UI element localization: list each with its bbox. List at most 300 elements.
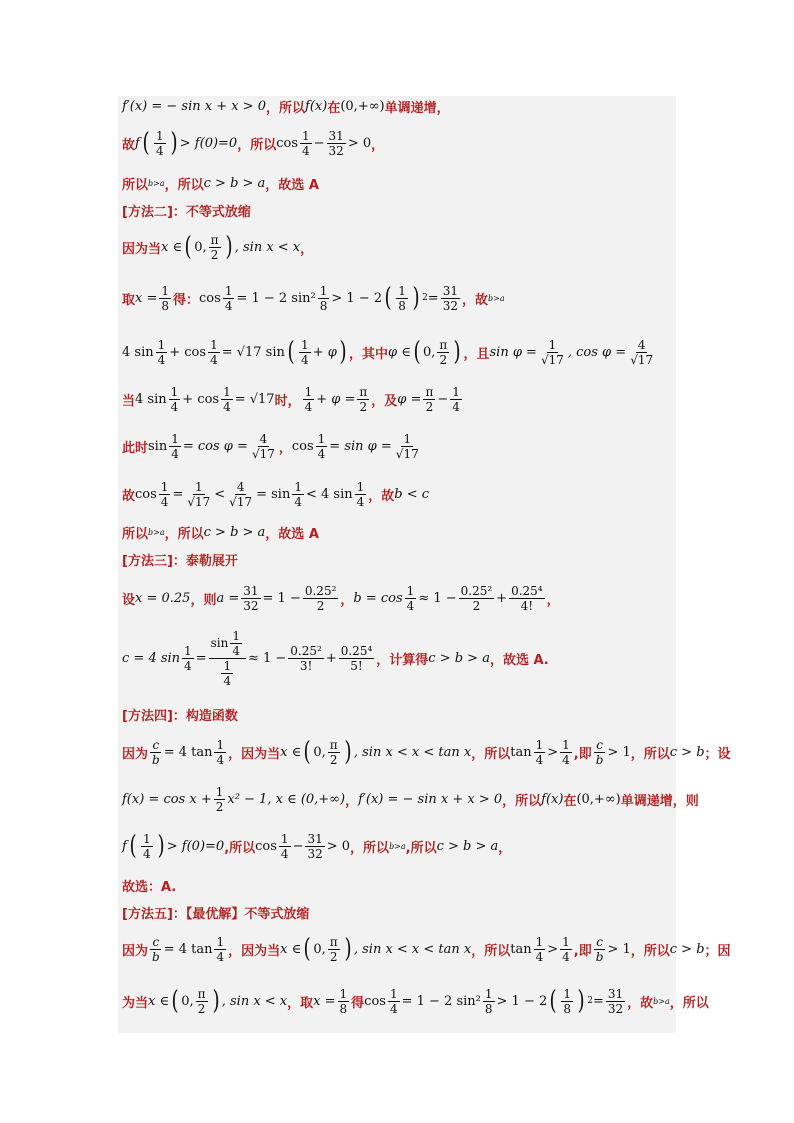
math: 0,	[313, 941, 326, 957]
text: 单调递增，	[384, 100, 450, 116]
fraction	[159, 480, 171, 509]
denominator: 4	[389, 1001, 398, 1016]
fraction	[159, 284, 171, 313]
paren: (	[384, 283, 392, 313]
math: > 0	[326, 838, 351, 854]
text: ，及	[371, 393, 398, 409]
math: x ∈	[148, 993, 170, 1009]
denominator: 4	[210, 352, 218, 367]
math: cos	[276, 135, 298, 151]
denominator: b	[152, 949, 160, 964]
math-small: b>a	[148, 527, 165, 537]
text: ,所以	[405, 840, 437, 856]
denominator: 4	[216, 949, 225, 964]
heading: [方法二]：不等式放缩	[122, 204, 251, 220]
numerator: 1	[562, 737, 570, 752]
sin-text: sin	[210, 635, 229, 650]
line-13	[122, 585, 560, 611]
text: ，	[340, 592, 354, 608]
denominator: b	[595, 949, 604, 964]
math: +	[496, 590, 508, 606]
denominator: 8	[161, 298, 170, 313]
math: φ ∈	[388, 344, 411, 360]
text: 因为当	[122, 241, 162, 257]
math: = sin	[256, 486, 291, 502]
numerator: 1	[215, 784, 224, 799]
fraction	[338, 987, 350, 1016]
text: 所以	[122, 177, 149, 193]
text: ；设	[704, 746, 731, 762]
nested-fraction	[209, 629, 246, 688]
text: ，所以	[266, 100, 306, 116]
denominator: 8	[319, 298, 328, 313]
denominator: 4	[171, 446, 179, 461]
text: ，所以	[502, 793, 542, 809]
fraction	[450, 385, 462, 414]
fraction	[534, 935, 546, 964]
denominator: 4	[232, 643, 240, 658]
text: ，所以	[471, 746, 511, 762]
numerator: 1	[484, 986, 493, 1001]
math: , cos φ =	[567, 344, 627, 360]
math: f	[122, 838, 127, 854]
paren: )	[577, 986, 585, 1016]
numerator: 1	[548, 337, 557, 352]
numerator: 0.25²	[304, 583, 337, 598]
math: = √17	[234, 391, 275, 407]
fraction	[327, 129, 346, 158]
numerator: 0.25⁴	[511, 583, 543, 598]
math: f(x)	[305, 98, 328, 114]
numerator: 1	[161, 283, 170, 298]
denominator: 2	[210, 247, 219, 262]
denominator: 4	[184, 658, 192, 673]
paren: )	[453, 337, 461, 367]
math: = 4 tan	[163, 744, 213, 760]
numerator: 31	[442, 283, 458, 298]
math: (0,+∞)	[576, 791, 621, 807]
fraction	[328, 935, 340, 964]
text: 为当	[122, 995, 149, 1011]
fraction	[196, 987, 208, 1016]
exponent: 2	[422, 293, 428, 303]
math: tan	[510, 941, 532, 957]
text: ，因为当	[228, 943, 281, 959]
numerator: π	[210, 232, 219, 247]
denominator: √17	[251, 446, 275, 461]
denominator: 4	[157, 352, 166, 367]
numerator: 4	[236, 479, 245, 494]
math: 0,	[313, 744, 326, 760]
fraction	[288, 644, 324, 673]
text: ，所以	[350, 840, 390, 856]
fraction	[169, 385, 181, 414]
numerator: 1	[294, 479, 302, 494]
numerator: 1	[304, 384, 313, 399]
numerator: π	[329, 934, 338, 949]
fraction	[221, 659, 233, 688]
line-1	[122, 93, 450, 119]
fraction	[534, 738, 546, 767]
line-19	[122, 872, 176, 898]
math: =	[195, 650, 207, 666]
fraction	[437, 338, 449, 367]
line-17	[122, 786, 699, 812]
denominator: 4	[301, 352, 309, 367]
math: c > b > a	[203, 524, 266, 540]
text: ，	[498, 840, 512, 856]
text: ，故	[368, 488, 395, 504]
text: ，所以	[164, 177, 204, 193]
math: > f(0)=0	[179, 135, 238, 151]
text: ，故选 A	[265, 526, 319, 542]
denominator: 8	[339, 1001, 348, 1016]
line-22	[122, 988, 709, 1014]
numerator: 1	[142, 831, 151, 846]
math: + φ =	[316, 391, 356, 407]
denominator: 4	[216, 752, 225, 767]
line-6	[122, 285, 505, 311]
math: > 1 − 2	[331, 290, 383, 306]
text: 故选：A.	[122, 879, 177, 895]
text: ，故选 A.	[489, 652, 549, 668]
line-10	[122, 481, 429, 507]
math: x =	[135, 290, 158, 306]
line-16	[122, 739, 731, 765]
text: ，所以	[471, 943, 511, 959]
math: c > b	[669, 744, 705, 760]
math: > 1	[607, 941, 631, 957]
math: c > b	[669, 941, 705, 957]
denominator: 4	[223, 673, 232, 688]
numerator: c	[596, 737, 603, 752]
paren: (	[287, 337, 295, 367]
numerator	[209, 629, 246, 659]
math-small: b>a	[389, 841, 406, 851]
denominator: 2	[472, 598, 481, 613]
fraction	[483, 987, 495, 1016]
math: f′(x) = − sin x + x > 0	[122, 98, 267, 114]
text: ，	[546, 592, 560, 608]
denominator: 4	[562, 752, 570, 767]
text: ，其中	[348, 346, 388, 362]
numerator: 1	[155, 128, 164, 143]
paren: (	[129, 831, 137, 861]
math: >	[547, 941, 559, 957]
text: ，所以	[669, 995, 709, 1011]
denominator: √17	[395, 446, 419, 461]
math: ≈ 1 −	[247, 650, 287, 666]
numerator: 31	[607, 986, 624, 1001]
fraction	[300, 129, 312, 158]
denominator: 4	[535, 752, 544, 767]
numerator: 1	[224, 283, 233, 298]
fraction	[441, 284, 460, 313]
text: 故	[122, 488, 136, 504]
numerator: 1	[452, 384, 460, 399]
numerator: 31	[243, 583, 259, 598]
fraction	[539, 338, 566, 367]
paren: )	[344, 934, 352, 964]
paren: (	[184, 232, 192, 262]
fraction	[394, 432, 421, 461]
math: x = 0.25	[135, 590, 191, 606]
numerator: π	[197, 986, 206, 1001]
math: 0,	[181, 993, 194, 1009]
math: sin	[148, 438, 168, 454]
paren: )	[412, 283, 420, 313]
math: −	[437, 391, 449, 407]
numerator: π	[425, 384, 434, 399]
text: ，且	[463, 346, 490, 362]
numerator: 1	[535, 934, 544, 949]
denominator: 32	[243, 598, 259, 613]
denominator: √17	[187, 494, 211, 509]
fraction	[182, 644, 194, 673]
text: ，所以	[164, 526, 204, 542]
fraction	[241, 584, 260, 613]
numerator: 1	[157, 337, 166, 352]
text: ，所以	[630, 943, 670, 959]
math: < 4 sin	[305, 486, 353, 502]
denominator: 4	[317, 446, 326, 461]
math: b < c	[394, 486, 430, 502]
fraction	[185, 480, 212, 509]
fraction	[230, 629, 242, 658]
paren: )	[170, 128, 178, 158]
denominator: 2	[316, 598, 325, 613]
denominator: 8	[563, 1001, 572, 1016]
paren: (	[171, 986, 179, 1016]
fraction	[214, 935, 226, 964]
numerator: 1	[194, 479, 203, 494]
line-5	[122, 234, 313, 260]
denominator: 2	[439, 352, 448, 367]
numerator: 0.25²	[290, 643, 322, 658]
fraction	[388, 987, 400, 1016]
fraction	[560, 935, 572, 964]
fraction	[214, 738, 226, 767]
denominator: b	[152, 752, 160, 767]
math: , sin x < x < tan x	[353, 941, 472, 957]
text: ，所以	[237, 137, 277, 153]
text: ，所以	[630, 746, 670, 762]
math: x ∈	[161, 239, 183, 255]
math: , sin x < x	[234, 239, 301, 255]
text: ，	[345, 793, 359, 809]
math: c > b > a	[203, 175, 266, 191]
numerator: 1	[223, 384, 231, 399]
fraction	[150, 935, 162, 964]
numerator: 0.25⁴	[340, 643, 373, 658]
paren: )	[344, 737, 352, 767]
denominator: 8	[484, 1001, 493, 1016]
math: x =	[313, 993, 336, 1009]
math: cos	[291, 438, 314, 454]
denominator: 32	[442, 298, 458, 313]
text: ,即	[573, 943, 592, 959]
math: x ∈	[280, 744, 302, 760]
math: x² − 1, x ∈ (0,+∞)	[227, 791, 346, 807]
math: c = 4 sin	[122, 650, 181, 666]
math: f′(x) = − sin x + x > 0	[358, 791, 503, 807]
math: > 0	[347, 135, 372, 151]
math-small: b>a	[148, 178, 165, 188]
denominator: 3!	[299, 658, 313, 673]
numerator: 1	[216, 934, 225, 949]
fraction	[396, 284, 408, 313]
fraction	[594, 935, 606, 964]
denominator: 32	[307, 846, 323, 861]
fraction	[561, 987, 573, 1016]
denominator: 2	[215, 799, 224, 814]
fraction	[209, 233, 221, 262]
paren: )	[225, 232, 233, 262]
fraction	[606, 987, 625, 1016]
numerator: 1	[216, 737, 225, 752]
fraction	[169, 432, 181, 461]
text: ；因	[704, 943, 731, 959]
math: = √17 sin	[221, 344, 285, 360]
math: sin φ =	[489, 344, 537, 360]
text: ，故	[461, 292, 488, 308]
numerator: π	[329, 737, 338, 752]
denominator: 4	[224, 298, 233, 313]
denominator: 2	[425, 399, 434, 414]
math: c > b > a	[436, 838, 499, 854]
numerator: 1	[562, 934, 570, 949]
math: φ =	[397, 391, 422, 407]
math: =	[592, 993, 604, 1009]
paren: (	[303, 737, 311, 767]
math: , sin x < x	[221, 993, 288, 1009]
fraction	[208, 338, 220, 367]
fraction	[459, 584, 495, 613]
math: 0,	[423, 344, 436, 360]
numerator: 1	[170, 384, 179, 399]
numerator: 1	[184, 643, 192, 658]
fraction	[509, 584, 545, 613]
fraction	[328, 738, 340, 767]
denominator: 2	[329, 752, 338, 767]
denominator: √17	[229, 494, 253, 509]
math: tan	[510, 744, 532, 760]
heading: [方法五]：【最优解】不等式放缩	[122, 906, 310, 922]
numerator: c	[152, 737, 160, 752]
paren: )	[157, 831, 165, 861]
denominator: 4	[304, 399, 313, 414]
fraction	[156, 338, 168, 367]
line-11	[122, 519, 319, 545]
text: ，	[371, 137, 385, 153]
fraction	[628, 338, 655, 367]
paren: (	[303, 934, 311, 964]
fraction	[318, 284, 330, 313]
fraction	[227, 480, 254, 509]
denominator: √17	[630, 352, 654, 367]
numerator: 31	[328, 128, 344, 143]
fraction	[279, 832, 291, 861]
math: c > b > a	[428, 650, 490, 666]
denominator: 4	[223, 399, 231, 414]
text: 得：	[173, 292, 200, 308]
denominator: 4	[535, 949, 544, 964]
text: 在	[327, 100, 341, 116]
numerator: 31	[307, 831, 323, 846]
denominator: 4	[452, 399, 460, 414]
denominator: 4	[406, 598, 415, 613]
numerator: 1	[398, 283, 406, 298]
fraction	[305, 832, 324, 861]
numerator: 0.25²	[460, 583, 493, 598]
fraction	[355, 480, 367, 509]
fraction	[339, 644, 375, 673]
math: <	[214, 486, 226, 502]
denominator: 4	[356, 494, 365, 509]
exponent: 2	[587, 996, 593, 1006]
line-20-method-5-heading	[122, 899, 309, 925]
text: ,即	[573, 746, 592, 762]
math: = cos φ =	[182, 438, 248, 454]
heading: [方法三]：泰勒展开	[122, 553, 238, 569]
text: 时，	[274, 393, 301, 409]
text: ，	[278, 440, 292, 456]
numerator: 1	[301, 337, 309, 352]
fraction	[150, 738, 162, 767]
numerator: c	[152, 934, 160, 949]
numerator: 1	[160, 479, 169, 494]
fraction	[223, 284, 235, 313]
fraction	[316, 432, 328, 461]
text: 设	[122, 592, 136, 608]
math: −	[292, 838, 304, 854]
fraction	[594, 738, 606, 767]
fraction	[250, 432, 277, 461]
math: + cos	[182, 391, 220, 407]
numerator: 1	[302, 128, 310, 143]
denominator: 4	[170, 399, 179, 414]
numerator: 1	[223, 658, 232, 673]
fraction	[303, 584, 339, 613]
math: +	[325, 650, 337, 666]
fraction	[357, 385, 369, 414]
text: ,所以	[224, 840, 256, 856]
numerator: 1	[403, 431, 412, 446]
math: =	[172, 486, 184, 502]
denominator: 8	[398, 298, 406, 313]
math: f(x)	[541, 791, 564, 807]
numerator: 1	[317, 431, 326, 446]
math: cos	[199, 290, 221, 306]
text: ，故选 A	[265, 177, 319, 193]
numerator: 1	[535, 737, 544, 752]
fraction	[221, 385, 233, 414]
paren: (	[549, 986, 557, 1016]
math: f(x) = cos x +	[122, 791, 212, 807]
math: = 1 −	[262, 590, 301, 606]
denominator: √17	[540, 352, 564, 367]
fraction	[299, 338, 311, 367]
denominator: 32	[328, 143, 344, 158]
math: > 1 − 2	[496, 993, 548, 1009]
paren: (	[413, 337, 421, 367]
text: 故	[122, 137, 136, 153]
denominator: 4	[155, 143, 164, 158]
numerator: 1	[339, 986, 348, 1001]
fraction	[292, 480, 304, 509]
text: ，取	[287, 995, 314, 1011]
math-small: b>a	[653, 996, 670, 1006]
